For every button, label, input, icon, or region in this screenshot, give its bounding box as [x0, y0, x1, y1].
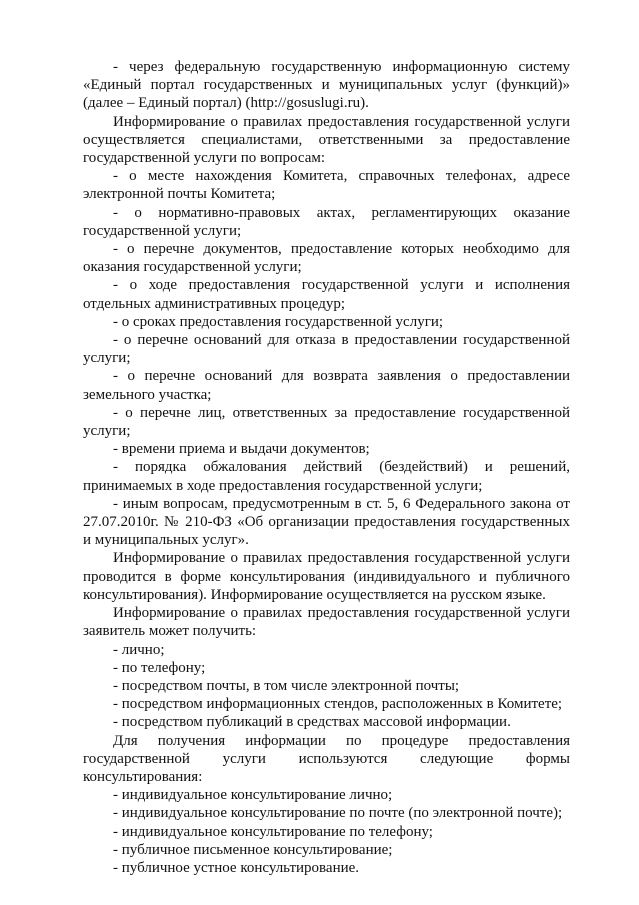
list-item: - индивидуальное консультирование лично; [113, 787, 393, 804]
list-item: - о нормативно-правовых актах, регламентирующих оказание государственной услуги; [83, 204, 570, 239]
list-item: - индивидуальное консультирование по почте (по электронной почте); [113, 805, 563, 822]
list-item: - о перечне оснований для возврата заявления о предоставлении земельного участка; [83, 368, 570, 403]
list-item: - о месте нахождения Комитета, справочных телефонах, адресе электронной почты Комитета; [83, 168, 570, 203]
list-item: - по телефону; [113, 659, 206, 676]
paragraph: Для получения информации по процедуре предоставления государственной услуги используются следующие формы консультирования: [83, 732, 570, 785]
list-item: - посредством публикаций в средствах массовой информации. [113, 714, 511, 731]
list-item: - порядка обжалования действий (бездействий) и решений, принимаемых в ходе предоставления государственной услуги; [83, 459, 570, 494]
list-item: - через федеральную государственную информационную систему «Единый портал государственных и муниципальных услуг (функций)» (далее – Единый портал) (http://gosuslugi.ru). [83, 59, 570, 112]
list-item: - лично; [113, 641, 165, 658]
list-item: - о ходе предоставления государственной услуги и исполнения отдельных административных процедур; [83, 277, 570, 312]
list-item: - о перечне лиц, ответственных за предоставление государственной услуги; [83, 404, 570, 440]
list-item: - времени приема и выдачи документов; [113, 441, 370, 458]
paragraph: Информирование о правилах предоставления государственной услуги заявитель может получить: [83, 605, 570, 640]
list-item: - о перечне документов, предоставление которых необходимо для оказания государственной услуги; [83, 241, 570, 276]
paragraph: Информирование о правилах предоставления государственной услуги проводится в форме консультирования (индивидуального и публичного консультирования). Информирование осуществляется на русском языке. [83, 550, 570, 603]
list-item: - посредством информационных стендов, расположенных в Комитете; [113, 696, 563, 713]
list-item: - публичное письменное консультирование; [113, 841, 393, 858]
list-item: - о перечне оснований для отказа в предоставлении государственной услуги; [83, 332, 570, 367]
list-item: - о сроках предоставления государственной услуги; [113, 313, 444, 330]
list-item: - индивидуальное консультирование по телефону; [113, 823, 433, 840]
list-item: - посредством почты, в том числе электронной почты; [113, 677, 460, 694]
paragraph: Информирование о правилах предоставления государственной услуги осуществляется специалистами, ответственными за предоставление государственной услуги по вопросам: [83, 113, 570, 167]
list-item: - публичное устное консультирование. [113, 859, 360, 876]
list-item: - иным вопросам, предусмотренным в ст. 5, 6 Федерального закона от 27.07.2010г. № 210-ФЗ «Об организации предоставления государственных и муниципальных услуг». [83, 495, 570, 549]
